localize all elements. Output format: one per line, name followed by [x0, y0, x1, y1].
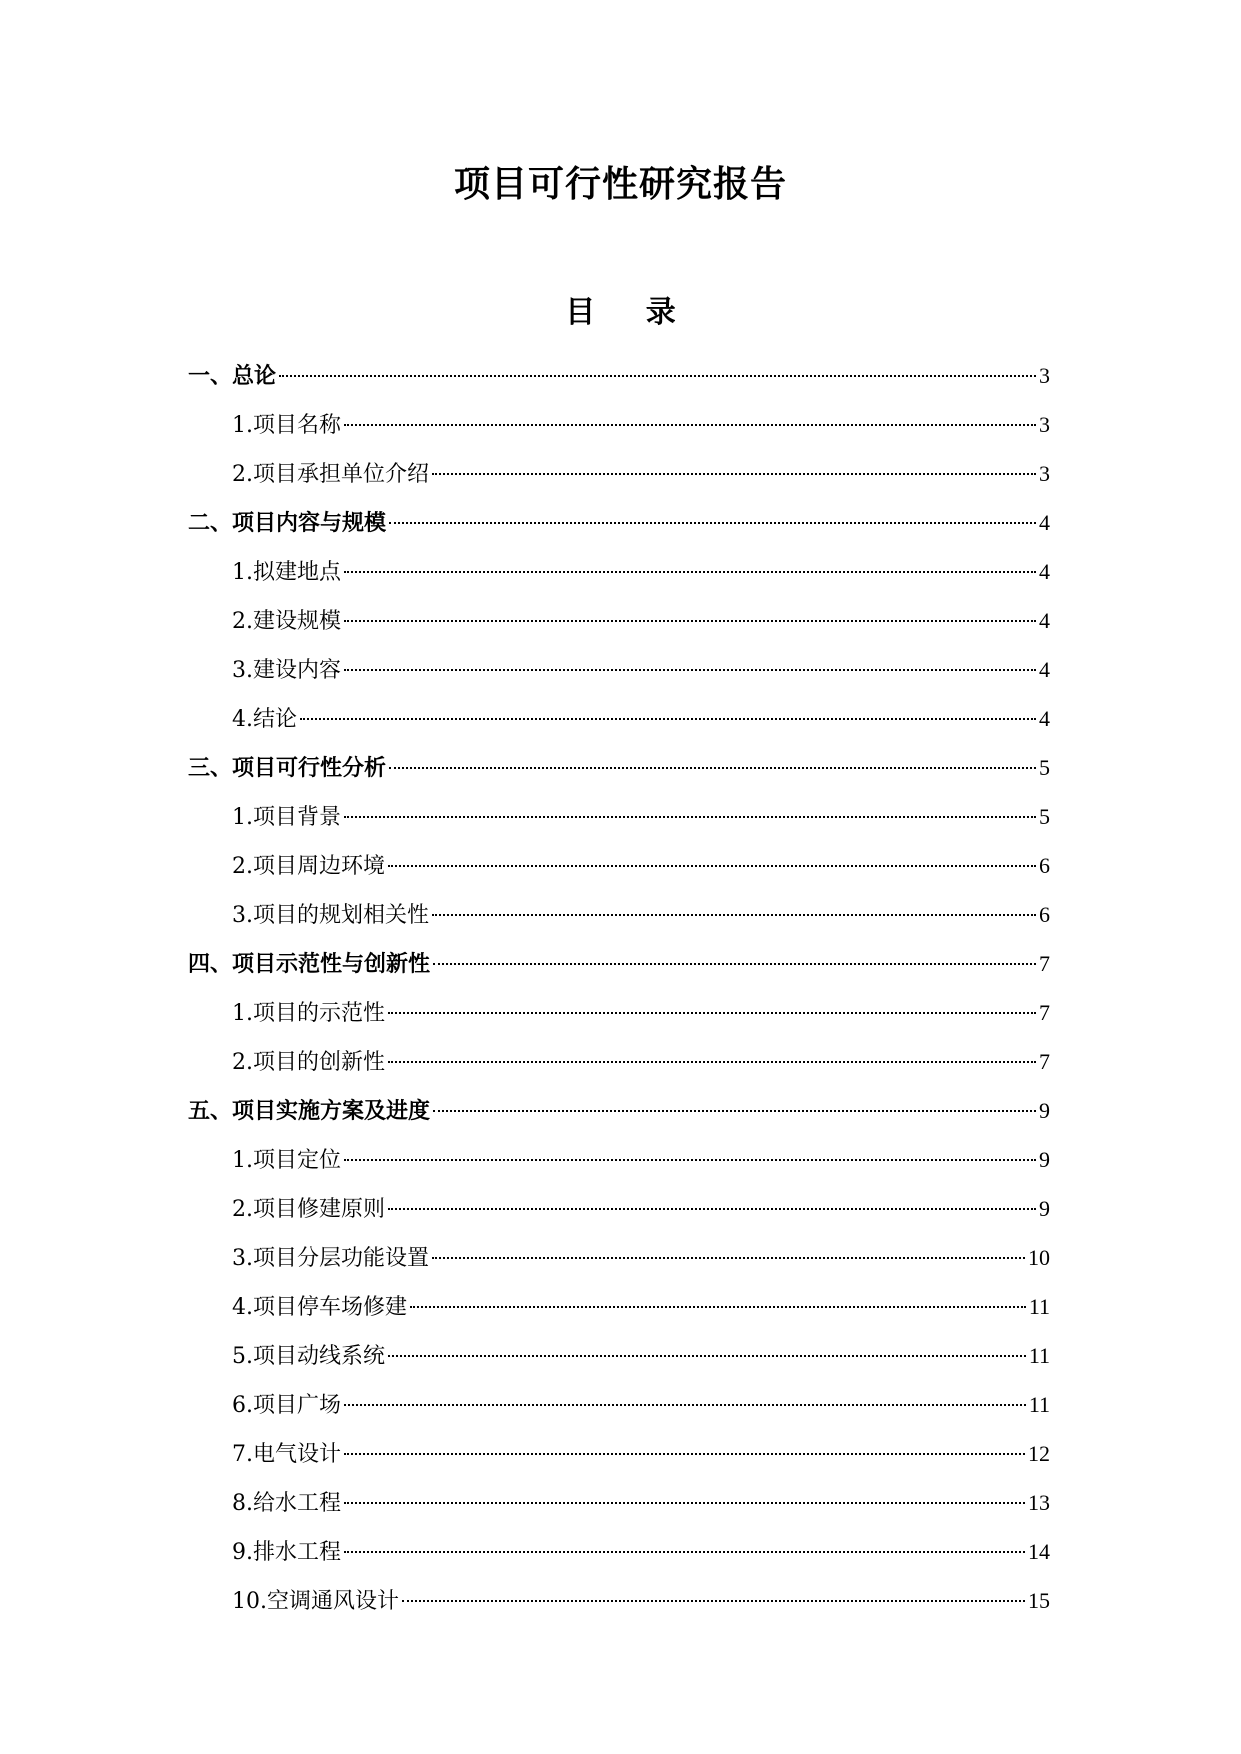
toc-entry-label: 10.空调通风设计 — [232, 1589, 399, 1614]
toc-entry-label: 9.排水工程 — [232, 1540, 341, 1565]
toc-entry-label: 1.项目名称 — [232, 413, 341, 438]
toc-dot-leader — [344, 669, 1036, 671]
toc-entry-label: 一、总论 — [188, 363, 277, 389]
toc-entry-page-number: 3 — [1039, 363, 1050, 388]
toc-entry-page-number: 9 — [1039, 1147, 1050, 1172]
toc-dot-leader — [388, 1355, 1026, 1357]
toc-entry-page-number: 7 — [1039, 1049, 1050, 1074]
toc-entry-page-number: 4 — [1039, 559, 1050, 584]
toc-entry-page-number: 9 — [1039, 1196, 1050, 1221]
toc-entry-page-number: 11 — [1028, 1343, 1050, 1368]
toc-entry-label: 6.项目广场 — [232, 1393, 341, 1418]
toc-entry-label: 三、项目可行性分析 — [188, 755, 387, 781]
toc-chapter-entry[interactable] — [188, 939, 1050, 988]
toc-entry-label: 3.建设内容 — [232, 658, 341, 683]
toc-entry-page-number: 7 — [1039, 951, 1050, 976]
toc-dot-leader — [344, 1502, 1025, 1504]
toc-section-entry[interactable] — [188, 400, 1050, 449]
toc-entry-page-number: 4 — [1039, 510, 1050, 535]
toc-entry-label: 四、项目示范性与创新性 — [188, 951, 431, 977]
toc-entry-page-number: 9 — [1039, 1098, 1050, 1123]
toc-entry-label: 3.项目的规划相关性 — [232, 903, 429, 928]
toc-entry-page-number: 5 — [1039, 804, 1050, 829]
toc-dot-leader — [344, 1404, 1026, 1406]
toc-entry-page-number: 7 — [1039, 1000, 1050, 1025]
toc-dot-leader — [433, 963, 1036, 965]
toc-section-entry[interactable] — [188, 1282, 1050, 1331]
document-title: 项目可行性研究报告 — [453, 163, 787, 205]
toc-entry-label: 4.项目停车场修建 — [232, 1295, 407, 1320]
toc-dot-leader — [344, 571, 1036, 573]
toc-entry-label: 二、项目内容与规模 — [188, 510, 387, 536]
toc-section-entry[interactable] — [188, 890, 1050, 939]
toc-dot-leader — [388, 1012, 1036, 1014]
toc-section-entry[interactable] — [188, 988, 1050, 1037]
toc-section-entry[interactable] — [188, 694, 1050, 743]
toc-dot-leader — [279, 375, 1036, 377]
toc-entry-page-number: 11 — [1028, 1294, 1050, 1319]
toc-section-entry[interactable] — [188, 596, 1050, 645]
toc-dot-leader — [300, 718, 1036, 720]
toc-section-entry[interactable] — [188, 1037, 1050, 1086]
toc-entry-page-number: 14 — [1028, 1539, 1050, 1564]
toc-dot-leader — [432, 473, 1036, 475]
toc-chapter-entry[interactable] — [188, 498, 1050, 547]
toc-heading: 目 录 — [565, 295, 696, 330]
toc-section-entry[interactable] — [188, 1135, 1050, 1184]
toc-dot-leader — [344, 1159, 1036, 1161]
toc-entry-label: 2.项目承担单位介绍 — [232, 462, 429, 487]
toc-entry-page-number: 11 — [1028, 1392, 1050, 1417]
toc-dot-leader — [410, 1306, 1026, 1308]
toc-entry-label: 2.项目周边环境 — [232, 854, 385, 879]
toc-dot-leader — [344, 424, 1036, 426]
toc-section-entry[interactable] — [188, 1527, 1050, 1576]
toc-dot-leader — [389, 767, 1036, 769]
toc-entry-page-number: 4 — [1039, 706, 1050, 731]
toc-section-entry[interactable] — [188, 792, 1050, 841]
toc-section-entry[interactable] — [188, 1429, 1050, 1478]
toc-chapter-entry[interactable] — [188, 351, 1050, 400]
toc-entry-label: 2.建设规模 — [232, 609, 341, 634]
toc-entry-page-number: 6 — [1039, 902, 1050, 927]
toc-dot-leader — [388, 1061, 1036, 1063]
toc-entry-label: 4.结论 — [232, 707, 297, 732]
toc-dot-leader — [344, 1551, 1025, 1553]
toc-section-entry[interactable] — [188, 1331, 1050, 1380]
table-of-contents — [188, 351, 1050, 1625]
toc-entry-label: 3.项目分层功能设置 — [232, 1246, 429, 1271]
toc-entry-label: 8.给水工程 — [232, 1491, 341, 1516]
toc-dot-leader — [388, 865, 1036, 867]
toc-dot-leader — [432, 1257, 1025, 1259]
toc-section-entry[interactable] — [188, 449, 1050, 498]
toc-dot-leader — [432, 914, 1036, 916]
toc-entry-label: 2.项目的创新性 — [232, 1050, 385, 1075]
toc-section-entry[interactable] — [188, 1184, 1050, 1233]
toc-dot-leader — [344, 620, 1036, 622]
toc-entry-page-number: 3 — [1039, 412, 1050, 437]
toc-entry-page-number: 10 — [1028, 1245, 1050, 1270]
toc-section-entry[interactable] — [188, 1576, 1050, 1625]
toc-entry-label: 五、项目实施方案及进度 — [188, 1098, 431, 1124]
toc-dot-leader — [402, 1600, 1025, 1602]
toc-dot-leader — [433, 1110, 1036, 1112]
toc-dot-leader — [344, 816, 1036, 818]
toc-entry-label: 1.项目背景 — [232, 805, 341, 830]
toc-entry-page-number: 6 — [1039, 853, 1050, 878]
toc-section-entry[interactable] — [188, 1380, 1050, 1429]
toc-entry-label: 7.电气设计 — [232, 1442, 341, 1467]
toc-entry-label: 1.项目的示范性 — [232, 1001, 385, 1026]
toc-section-entry[interactable] — [188, 1233, 1050, 1282]
toc-section-entry[interactable] — [188, 1478, 1050, 1527]
toc-entry-page-number: 3 — [1039, 461, 1050, 486]
toc-entry-page-number: 5 — [1039, 755, 1050, 780]
toc-entry-page-number: 12 — [1028, 1441, 1050, 1466]
toc-section-entry[interactable] — [188, 841, 1050, 890]
toc-section-entry[interactable] — [188, 645, 1050, 694]
toc-entry-page-number: 13 — [1028, 1490, 1050, 1515]
toc-entry-label: 1.拟建地点 — [232, 560, 341, 585]
toc-entry-page-number: 4 — [1039, 657, 1050, 682]
toc-dot-leader — [389, 522, 1036, 524]
toc-entry-page-number: 15 — [1028, 1588, 1050, 1613]
toc-section-entry[interactable] — [188, 547, 1050, 596]
toc-entry-label: 5.项目动线系统 — [232, 1344, 385, 1369]
toc-chapter-entry[interactable] — [188, 1086, 1050, 1135]
toc-entry-label: 2.项目修建原则 — [232, 1197, 385, 1222]
toc-entry-page-number: 4 — [1039, 608, 1050, 633]
toc-entry-label: 1.项目定位 — [232, 1148, 341, 1173]
toc-dot-leader — [344, 1453, 1025, 1455]
toc-chapter-entry[interactable] — [188, 743, 1050, 792]
toc-dot-leader — [388, 1208, 1036, 1210]
